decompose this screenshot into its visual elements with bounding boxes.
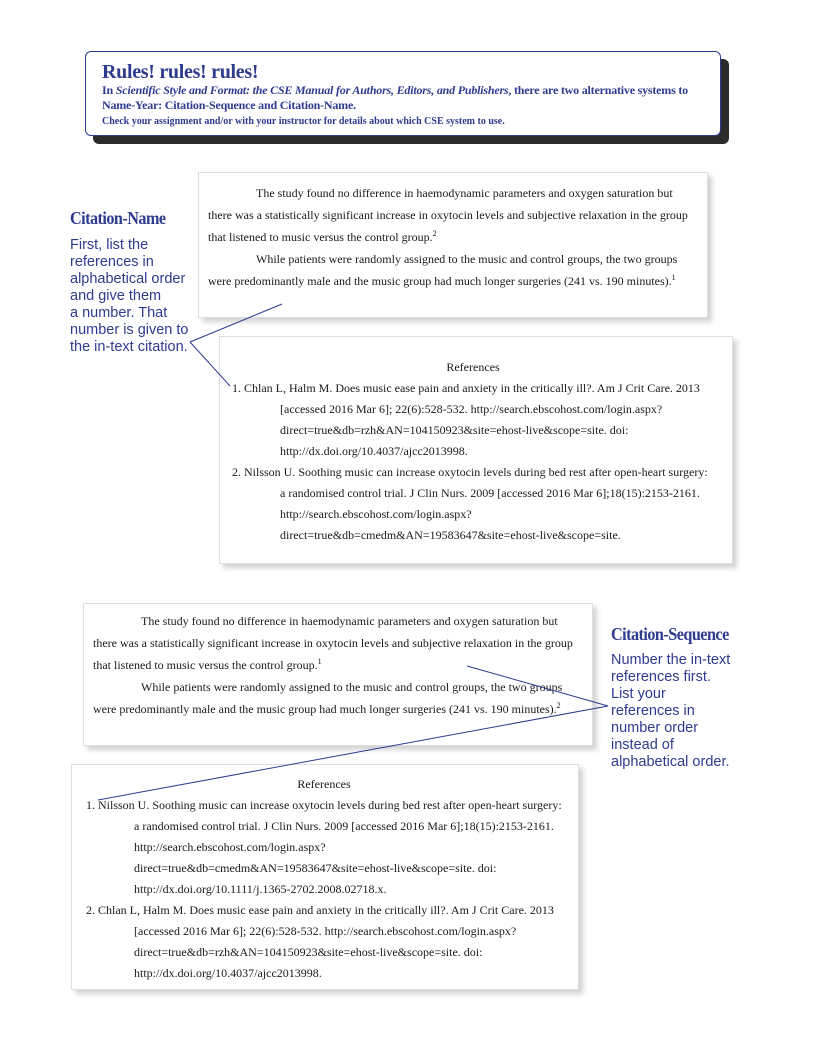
citation-name-desc-line: the in-text citation.: [70, 339, 188, 355]
paragraph-text: While patients were randomly assigned to the music and control groups, the two groups were predominantly male and the music group had much longer surgeries (241 vs. 190 minutes).: [93, 680, 563, 716]
reference-entry: 1. Chlan L, Halm M. Does music ease pain and anxiety in the critically ill?. Am J Crit Care. 2013 [accessed 2016 Mar 6]; 22(6):528-532. http://search.ebscohost.com/login.aspx?direct=true&db=rzh&AN=104150923&site=ehost-live&scope=site. doi: http://dx.doi.org/10.4037/ajcc2013998.: [232, 381, 700, 458]
citation-sequence-desc-line: alphabetical order.: [611, 754, 730, 770]
banner-line-1-prefix: In: [102, 83, 116, 97]
banner-line-2: Name-Year: Citation-Sequence and Citation-Name.: [102, 98, 356, 112]
citation-sequence-desc-line: List your: [611, 686, 666, 702]
citation-name-connector-down: [190, 342, 230, 386]
banner-title: Rules! rules! rules!: [102, 61, 259, 83]
references-title: References: [297, 777, 351, 791]
references-title: References: [446, 360, 500, 374]
citation-name-desc-line: references in: [70, 254, 154, 270]
citation-sequence-desc-line: Number the in-text: [611, 652, 731, 668]
citation-sequence-desc-line: references first.: [611, 669, 711, 685]
in-text-citation: 2: [556, 701, 561, 710]
paragraph-text: While patients were randomly assigned to the music and control groups, the two groups were predominantly male and the music group had much longer surgeries (241 vs. 190 minutes).: [208, 252, 678, 288]
in-text-citation: 1: [671, 273, 676, 282]
in-text-citation: 2: [432, 229, 437, 238]
citation-sequence-desc-line: number order: [611, 720, 699, 736]
banner-line-3: Check your assignment and/or with your instructor for details about which CSE system to use.: [102, 116, 505, 127]
reference-entry: 2. Nilsson U. Soothing music can increase oxytocin levels during bed rest after open-heart surgery: a randomised control trial. J Clin Nurs. 2009 [accessed 2016 Mar 6];18(15):2153-2161. http://search.ebscohost.com/login.aspx?direct=true&db=cmedm&AN=19583647&site=ehost-live&scope=site.: [232, 465, 708, 542]
citation-name-desc-line: number is given to: [70, 322, 189, 338]
citation-sequence-connector-up: [467, 666, 608, 706]
citation-sequence-desc-line: references in: [611, 703, 695, 719]
paragraph-text: The study found no difference in haemodynamic parameters and oxygen saturation but there was a statistically significant increase in oxytocin levels and subjective relaxation in the group that listened to music versus the control group.: [208, 186, 688, 244]
citation-name-heading: Citation-Name: [70, 208, 166, 228]
citation-name-desc-line: and give them: [70, 288, 162, 304]
citation-name-desc-line: a number. That: [70, 305, 168, 321]
reference-entry: 2. Chlan L, Halm M. Does music ease pain and anxiety in the critically ill?. Am J Crit Care. 2013 [accessed 2016 Mar 6]; 22(6):528-532. http://search.ebscohost.com/login.aspx?direct=true&db=rzh&AN=104150923&site=ehost-live&scope=site. doi: http://dx.doi.org/10.4037/ajcc2013998.: [86, 903, 554, 980]
citation-name-desc-line: First, list the: [70, 237, 149, 253]
in-text-citation: 1: [317, 657, 322, 666]
citation-sequence-connector-down: [98, 706, 608, 800]
citation-sequence-heading: Citation-Sequence: [611, 624, 729, 644]
citation-name-desc-line: alphabetical order: [70, 271, 186, 287]
reference-entry: 1. Nilsson U. Soothing music can increase oxytocin levels during bed rest after open-heart surgery: a randomised control trial. J Clin Nurs. 2009 [accessed 2016 Mar 6];18(15):2153-2161. http://search.ebscohost.com/login.aspx?direct=true&db=cmedm&AN=19583647&site=ehost-live&scope=site. doi: http://dx.doi.org/10.1111/j.1365-2702.2008.02718.x.: [86, 798, 562, 896]
paragraph-text: The study found no difference in haemodynamic parameters and oxygen saturation but there was a statistically significant increase in oxytocin levels and subjective relaxation in the group that listened to music versus the control group.: [93, 614, 573, 672]
cse-manual-title: Scientific Style and Format: the CSE Manual for Authors, Editors, and Publishers: [115, 83, 509, 97]
banner-line-1-suffix: , there are two alternative systems to: [508, 83, 688, 97]
citation-sequence-desc-line: instead of: [611, 737, 674, 753]
citation-name-connector-up: [190, 304, 282, 342]
